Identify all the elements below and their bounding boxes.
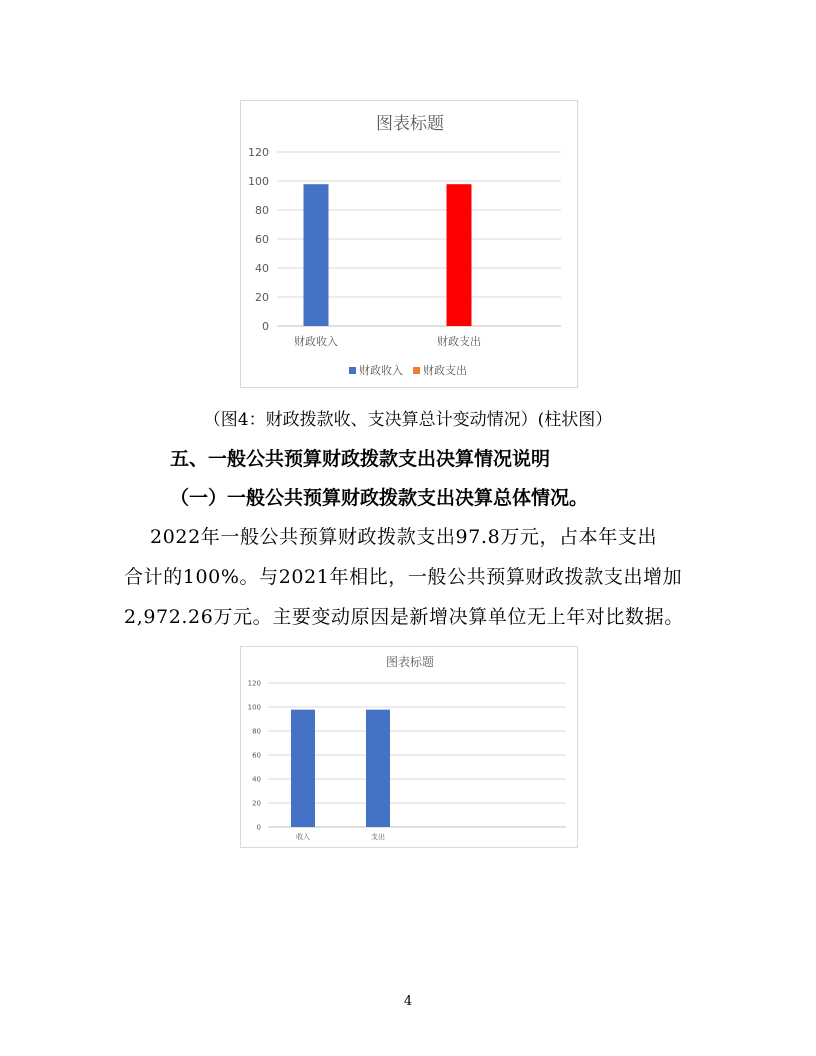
chart-svg	[241, 101, 579, 389]
subsection-heading: （一）一般公共预算财政拨款支出决算总体情况。	[170, 487, 589, 509]
section-heading: 五、一般公共预算财政拨款支出决算情况说明	[170, 448, 551, 470]
y-tick-label: 100	[248, 174, 269, 188]
x-category-label: 财政收入	[294, 335, 338, 348]
chart-revenue-expenditure	[240, 100, 578, 388]
paragraph-line: 2022年一般公共预算财政拨款支出97.8万元，占本年支出	[150, 526, 658, 548]
x-category-label: 收入	[296, 833, 310, 841]
bar	[291, 710, 315, 827]
legend-label: 财政支出	[423, 364, 467, 377]
y-tick-label: 60	[255, 232, 269, 246]
y-tick-label: 20	[255, 290, 269, 304]
y-tick-label: 80	[255, 203, 269, 217]
y-tick-label: 20	[252, 799, 261, 808]
y-tick-label: 0	[262, 319, 269, 333]
y-tick-label: 40	[252, 775, 261, 784]
chart-svg	[241, 647, 579, 849]
y-tick-label: 0	[256, 823, 261, 832]
paragraph-line: 合计的100%。与2021年相比，一般公共预算财政拨款支出增加	[124, 566, 683, 588]
y-tick-label: 120	[248, 145, 269, 159]
bar	[366, 710, 390, 827]
legend-swatch	[349, 367, 356, 374]
y-tick-label: 60	[252, 751, 261, 760]
page-number: 4	[403, 994, 413, 1009]
chart-title: 图表标题	[385, 655, 435, 669]
chart-title: 图表标题	[376, 114, 444, 134]
x-category-label: 财政支出	[437, 335, 481, 348]
y-tick-label: 120	[247, 679, 261, 688]
legend-label: 财政收入	[359, 364, 403, 377]
bar	[447, 184, 472, 326]
y-tick-label: 80	[252, 727, 261, 736]
legend-swatch	[413, 367, 420, 374]
chart-income-expense	[240, 646, 578, 848]
paragraph-line: 2,972.26万元。主要变动原因是新增决算单位无上年对比数据。	[124, 606, 684, 628]
bar	[304, 184, 329, 326]
figure-caption: （图4：财政拨款收、支决算总计变动情况）(柱状图）	[203, 410, 613, 430]
y-tick-label: 100	[247, 703, 261, 712]
y-tick-label: 40	[255, 261, 269, 275]
x-category-label: 支出	[371, 833, 385, 841]
